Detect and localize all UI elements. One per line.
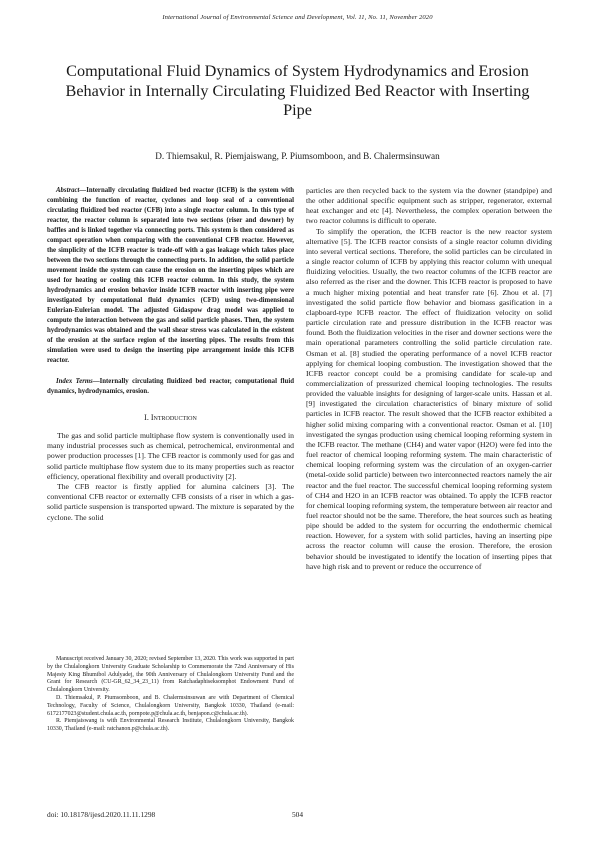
right-column	[306, 186, 552, 572]
index-terms	[47, 377, 294, 397]
left-column	[47, 186, 294, 523]
intro-paragraph: The CFB reactor is firstly applied for alumina calciners [3]. The conventional CFB reactor or externally CFB consists of a riser in which a gas-solid particle suspension is transported upward. The mixture is separated by the cyclone. The solid	[47, 482, 294, 522]
abstract-lead: Abstract—	[56, 187, 87, 194]
introduction-body	[47, 431, 294, 523]
footnote: Manuscript received January 30, 2020; revised September 13, 2020. This work was supported in part by the Chulalongkorn University Graduate Scholarship to Commemorate the 72nd Anniversary of His Majesty King Bhumibol Adulyadej, the 90th Anniversary of Chulalongkorn University Fund and the Grant for Research (CU-GR_62_34_23_11) from Ratchadaphiseksomphot Endowment Fund of Chulalongkorn University.	[47, 656, 294, 694]
body-paragraph: To simplify the operation, the ICFB reactor is the new reactor system alternative [5]. The ICFB reactor consists of a single reactor column dividing into several vertical sections. Therefore, the solid particles can be circulated in a single reactor column of ICFB by applying this reactor column with unequal fluidizing velocities. Usually, the two reactor columns of the ICFB reactor are also referred as the riser and the downer. This ICFB reactor is proposed to have a much higher mixing potential and heat transfer rate [6]. Zhou et al. [7] investigated the solid particle flow behavior and biomass gasification in a clapboard-type ICFB reactor. The effect of fluidization velocity on solid particle circulation rate and pressure distribution in the ICFB reactor was found. Both the fluidization velocities in the riser and downer sections were the main operational parameters controlling the solid particle circulation rate. Osman et al. [8] studied the operating performance of a novel ICFB reactor applying for chemical looping combustion. The investigation showed that the ICFB reactor concept could be a promising candidate for scale-up and commercialization of pressurized chemical looping technologies. The results provided the valuable insights for designing of larger-scale units. Hassan et al. [9] investigated the circulation characteristics of binary mixture of solid particles in ICFB reactor. The result showed that the ICFB reactor exhibited a higher solid mixing comparing with a conventional reactor. Osman et al. [10] investigated the syngas production using chemical looping reforming system in the ICFB reactor. The methane (CH4) and water vapor (H2O) were fed into the fuel reactor of chemical looping reforming system. The main characteristic of chemical looping reforming system was the circulation of an oxygen-carrier (metal-oxide solid particle) between two interconnected reactors namely the air reactor and the fuel reactor. The successful chemical looping reforming system of CH4 and H2O in an ICFB reactor was obtained. To apply the ICFB reactor for chemical looping reforming system, the temperature between air reactor and fuel reactor should not be the same. Therefore, the heat sources such as heating pipe should be added to the system for occurring the endothermic chemical reaction. However, for a system with solid particles, having an inserting pipe across the reactor column will cause the erosion. Therefore, the erosion behavior should be investigated to identify the location of inserting pipes that have high risk and to prevent or reduce the occurrence of	[306, 226, 552, 571]
index-terms-text: —Internally circulating fluidized bed reactor, computational fluid dynamics, hydrodynamics, erosion.	[47, 378, 295, 395]
authors: D. Thiemsakul, R. Piemjaiswang, P. Piumsomboon, and B. Chalermsinsuwan	[155, 151, 440, 161]
page-number: 504	[291, 810, 304, 819]
index-terms-lead: Index Terms	[56, 378, 93, 385]
doi[interactable]: doi: 10.18178/ijesd.2020.11.11.1298	[47, 810, 156, 819]
abstract	[47, 186, 294, 366]
abstract-text: Internally circulating fluidized bed reactor (ICFB) is the system with combining the function of reactor, cyclones and loop seal of a conventional circulating fluidized bed reactor (CFB) into a single reactor column. In this type of reactor, the reactor column is separated into two sections (riser and downer) by baffles and is linked together via connecting ports. This system is then considered as compact operation when comparing with the conventional CFB reactor. However, the simplicity of the ICFB reactor is trade-off with a gas leakage which takes place between the two sections through the connecting ports. In addition, the solid particle movement inside the system can cause the erosion on the inserting pipes which are used for heating or cooling this ICFB reactor column. In this study, the system hydrodynamics and erosion behavior inside ICFB reactor with inserting pipe were investigated by computational fluid dynamics (CFD) using two-dimensional Eulerian-Eulerian model. The adjusted Gidaspow drag model was applied to compute the interaction between the gas and solid particle phases. Then, the system hydrodynamics was obtained and the wall shear stress was calculated in the existent of the erosion at the surface region of the inserting pipes. The results from this simulation were used to design the inserting pipe arrangement inside this ICFB reactor.	[47, 187, 294, 364]
footnote: R. Piemjaiswang is with Environmental Research Institute, Chulalongkorn University, Bangkok 10330, Thailand (e-mail: ratchanon.p@chula.ac.th).	[47, 718, 294, 733]
footnote: D. Thiemsakul, P. Piumsomboon, and B. Chalermsinsuwan are with Department of Chemical Technology, Faculty of Science, Chulalongkorn University, Bangkok 10330, Thailand (e-mail: 6172177023@student.chula.ac.th, pornpote.p@chula.ac.th, benjapon.c@chula.ac.th).	[47, 694, 294, 717]
journal-header: International Journal of Environmental Science and Development, Vol. 11, No. 11, November 2020	[162, 14, 433, 21]
section-heading-introduction: I. Introduction	[144, 413, 197, 422]
continued-paragraph: particles are then recycled back to the system via the downer (standpipe) and the other additional specific equipment such as stripper, regenerator, external heat exchanger and etc [4]. Nevertheless, the complex operation between the two reactor columns is difficult to operate.	[306, 186, 552, 226]
intro-paragraph: The gas and solid particle multiphase flow system is conventionally used in many industrial processes such as chemical, petrochemical, environmental and power production processes [1]. The CFB reactor is commonly used for gas and solid particle multiphase flow system due to its many properties such as reactor efficiency, operational flexibility and overall productivity [2].	[47, 431, 294, 481]
paper-title: Computational Fluid Dynamics of System Hydrodynamics and Erosion Behavior in Internally Circulating Fluidized Bed Reactor with Inserting Pipe	[65, 62, 530, 119]
footnotes	[47, 656, 294, 734]
